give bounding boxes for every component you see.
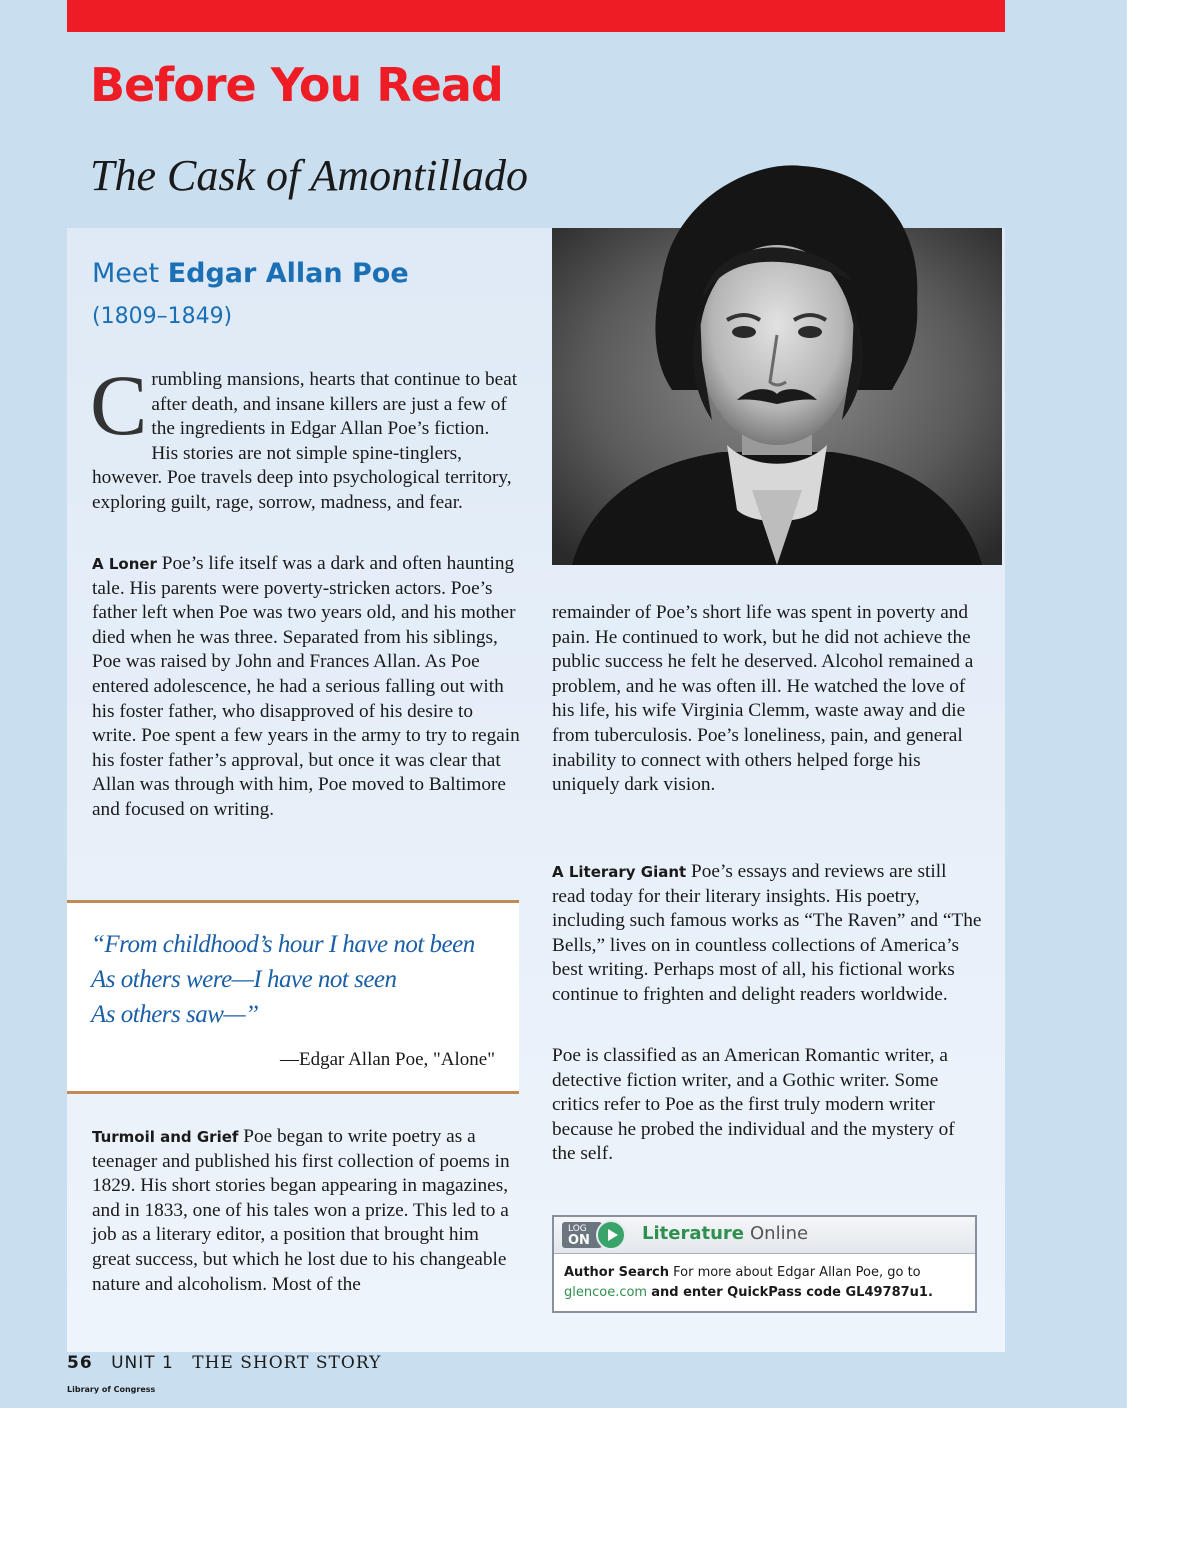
loner-text: Poe’s life itself was a dark and often haunting tale. His parents were poverty-stricken actors. Poe’s father left when Poe was two years old, and his mother died when he was three. Separated from his siblings, Poe was raised by John and Frances Allan. As Poe entered adolescence, he had a serious falling out with his foster father, who disapproved of his desire to write. Poe spent a few years in the army to try to regain his foster father’s approval, but once it was clear that Allan was through with him, Poe moved to Baltimore and focused on writing. — [92, 553, 520, 820]
author-search-text-2: and enter QuickPass code GL49787u1. — [651, 1285, 933, 1300]
continued-paragraph — [552, 601, 982, 798]
play-icon[interactable] — [596, 1220, 626, 1250]
loner-paragraph — [92, 552, 520, 823]
intro-paragraph — [90, 357, 520, 516]
literature-online-box — [552, 1215, 977, 1313]
portrait-image — [552, 160, 1002, 565]
glencoe-link[interactable]: glencoe.com — [564, 1285, 648, 1300]
online-label: Online — [750, 1223, 809, 1244]
quote-line-2: As others were—I have not seen — [91, 966, 397, 993]
classification-paragraph — [552, 1044, 982, 1167]
page-footer — [67, 1353, 381, 1373]
logon-bottom-label: ON — [568, 1233, 590, 1248]
literary-giant-paragraph — [552, 860, 982, 1008]
quote-box — [67, 900, 519, 1094]
classification-text: Poe is classified as an American Romantic writer, a detective fiction writer, and a Gothic writer. Some critics refer to Poe as the first truly modern writer because he probed the individual and the mystery of the self. — [552, 1045, 955, 1165]
literature-label: Literature — [642, 1223, 744, 1244]
logon-top-label: LOG — [568, 1224, 587, 1234]
continued-text: remainder of Poe’s short life was spent in poverty and pain. He continued to work, but he did not achieve the public success he felt he deserved. Alcohol remained a problem, and he was often ill. He watched the love of his life, his wife Virginia Clemm, waste away and die from tuberculosis. Poe’s loneliness, pain, and general inability to connect with others helped forge his uniquely dark vision. — [552, 602, 974, 796]
top-accent-bar — [67, 0, 1005, 32]
section-label: THE SHORT STORY — [192, 1353, 382, 1373]
drop-cap: C — [90, 357, 148, 453]
author-search-text — [564, 1263, 969, 1303]
quote-line-1: “From childhood’s hour I have not been — [91, 931, 475, 958]
story-title: The Cask of Amontillado — [90, 151, 528, 200]
meet-author-heading — [92, 258, 409, 289]
photo-credit: Library of Congress — [67, 1385, 156, 1394]
turmoil-heading: Turmoil and Grief — [92, 1128, 239, 1146]
loner-heading: A Loner — [92, 555, 157, 573]
intro-text: rumbling mansions, hearts that continue to beat after death, and insane killers are just a few of the ingredients in Edgar Allan Poe’s fiction. His stories are not simple spine-tinglers, however. Poe travels deep into psychological territory, exploring guilt, rage, sorrow, madness, and fear. — [92, 369, 518, 513]
author-search-text-1: For more about Edgar Allan Poe, go to — [673, 1265, 921, 1280]
author-lifespan: (1809–1849) — [92, 304, 233, 329]
author-search-heading: Author Search — [564, 1265, 669, 1280]
author-portrait — [552, 160, 1002, 565]
turmoil-paragraph — [92, 1125, 520, 1297]
section-title: Before You Read — [90, 58, 503, 112]
turmoil-text: Poe began to write poetry as a teenager and published his first collection of poems in 1829. His short stories began appearing in magazines, and in 1833, one of his tales won a prize. This led to a job as a literary editor, a position that brought him great success, but which he lost due to his changeable nature and alcoholism. Most of the — [92, 1126, 510, 1295]
quote-attribution: —Edgar Allan Poe, "Alone" — [280, 1049, 495, 1070]
online-box-header — [554, 1217, 975, 1254]
unit-label: UNIT 1 — [111, 1353, 174, 1373]
page-number: 56 — [67, 1353, 93, 1373]
literary-giant-text: Poe’s essays and reviews are still read today for their literary insights. His poetry, including such famous works as “The Raven” and “The Bells,” lives on in countless collections of America’s best writing. Perhaps most of all, his fictional works continue to frighten and delight readers worldwide. — [552, 861, 982, 1005]
literary-giant-heading: A Literary Giant — [552, 863, 687, 881]
meet-prefix: Meet — [92, 258, 160, 289]
quote-line-3: As others saw—” — [91, 1001, 259, 1028]
author-name: Edgar Allan Poe — [167, 258, 409, 289]
